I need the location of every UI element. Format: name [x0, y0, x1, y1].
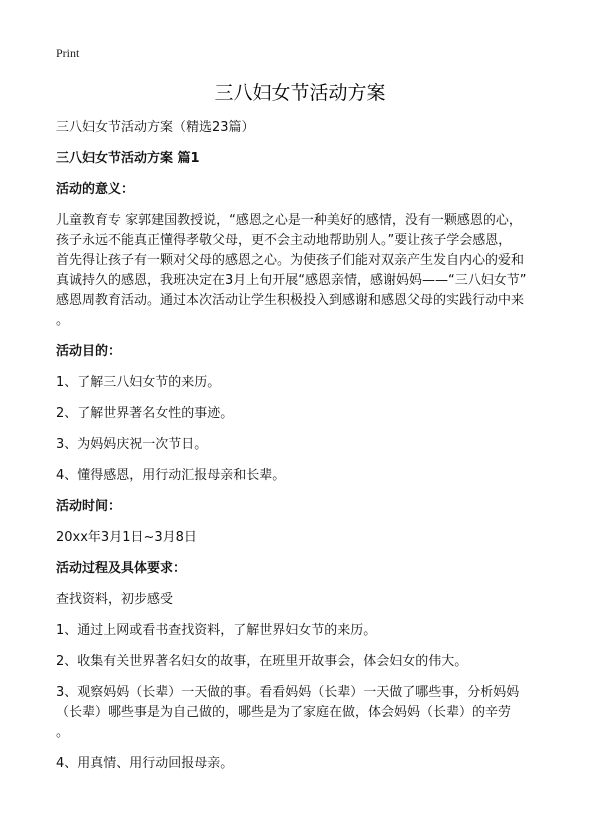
step-line: 4、用真情、用行动回报母亲。	[56, 756, 234, 771]
goal-item: 2、了解世界著名女性的事迹。	[56, 406, 234, 421]
goal-heading: 活动目的：	[56, 344, 122, 359]
step-item	[56, 754, 561, 774]
step-line: 。	[56, 725, 70, 740]
goal-item: 1、了解三八妇女节的来历。	[56, 375, 221, 390]
document-subtitle: 三八妇女节活动方案（精选23篇）	[56, 120, 255, 135]
step-item	[56, 683, 561, 743]
paragraph-line: 儿童教育专 家郭建国教授说，“感恩之心是一种美好的感情，没有一颗感恩的心，	[56, 213, 522, 228]
section-title: 三八妇女节活动方案 篇1	[56, 151, 200, 166]
step-line: 3、观察妈妈（长辈）一天做的事。看看妈妈（长辈）一天做了哪些事，分析妈妈	[56, 685, 520, 700]
paragraph-line: 孩子永远不能真正懂得孝敬父母，更不会主动地帮助别人。”要让孩子学会感恩，	[56, 233, 512, 248]
paragraph-line: 。	[56, 313, 70, 328]
document-body	[56, 118, 561, 785]
paragraph-line: 真诚持久的感恩，我班决定在3月上旬开展“感恩亲情，感谢妈妈——“三八妇女节”	[56, 273, 527, 288]
print-label: Print	[56, 46, 80, 60]
process-heading: 活动过程及具体要求：	[56, 561, 187, 576]
meaning-paragraph	[56, 211, 561, 331]
step-item	[56, 621, 561, 641]
goal-item: 3、为妈妈庆祝一次节日。	[56, 437, 208, 452]
step-line: （长辈）哪些事是为自己做的，哪些是为了家庭在做，体会妈妈（长辈）的辛劳	[56, 705, 512, 720]
time-heading: 活动时间：	[56, 499, 122, 514]
process-intro: 查找资料，初步感受	[56, 592, 174, 607]
step-line: 1、通过上网或看书查找资料，了解世界妇女节的来历。	[56, 623, 377, 638]
goal-item: 4、懂得感恩，用行动汇报母亲和长辈。	[56, 468, 286, 483]
paragraph-line: 感恩周教育活动。通过本次活动让学生积极投入到感谢和感恩父母的实践行动中来	[56, 293, 525, 308]
meaning-heading: 活动的意义：	[56, 182, 135, 197]
step-item	[56, 652, 561, 672]
document-title: 三八妇女节活动方案	[214, 82, 386, 104]
time-value: 20xx年3月1日~3月8日	[56, 530, 197, 545]
paragraph-line: 首先得让孩子有一颗对父母的感恩之心。为使孩子们能对双亲产生发自内心的爱和	[56, 253, 525, 268]
step-line: 2、收集有关世界著名妇女的故事，在班里开故事会，体会妇女的伟大。	[56, 654, 468, 669]
